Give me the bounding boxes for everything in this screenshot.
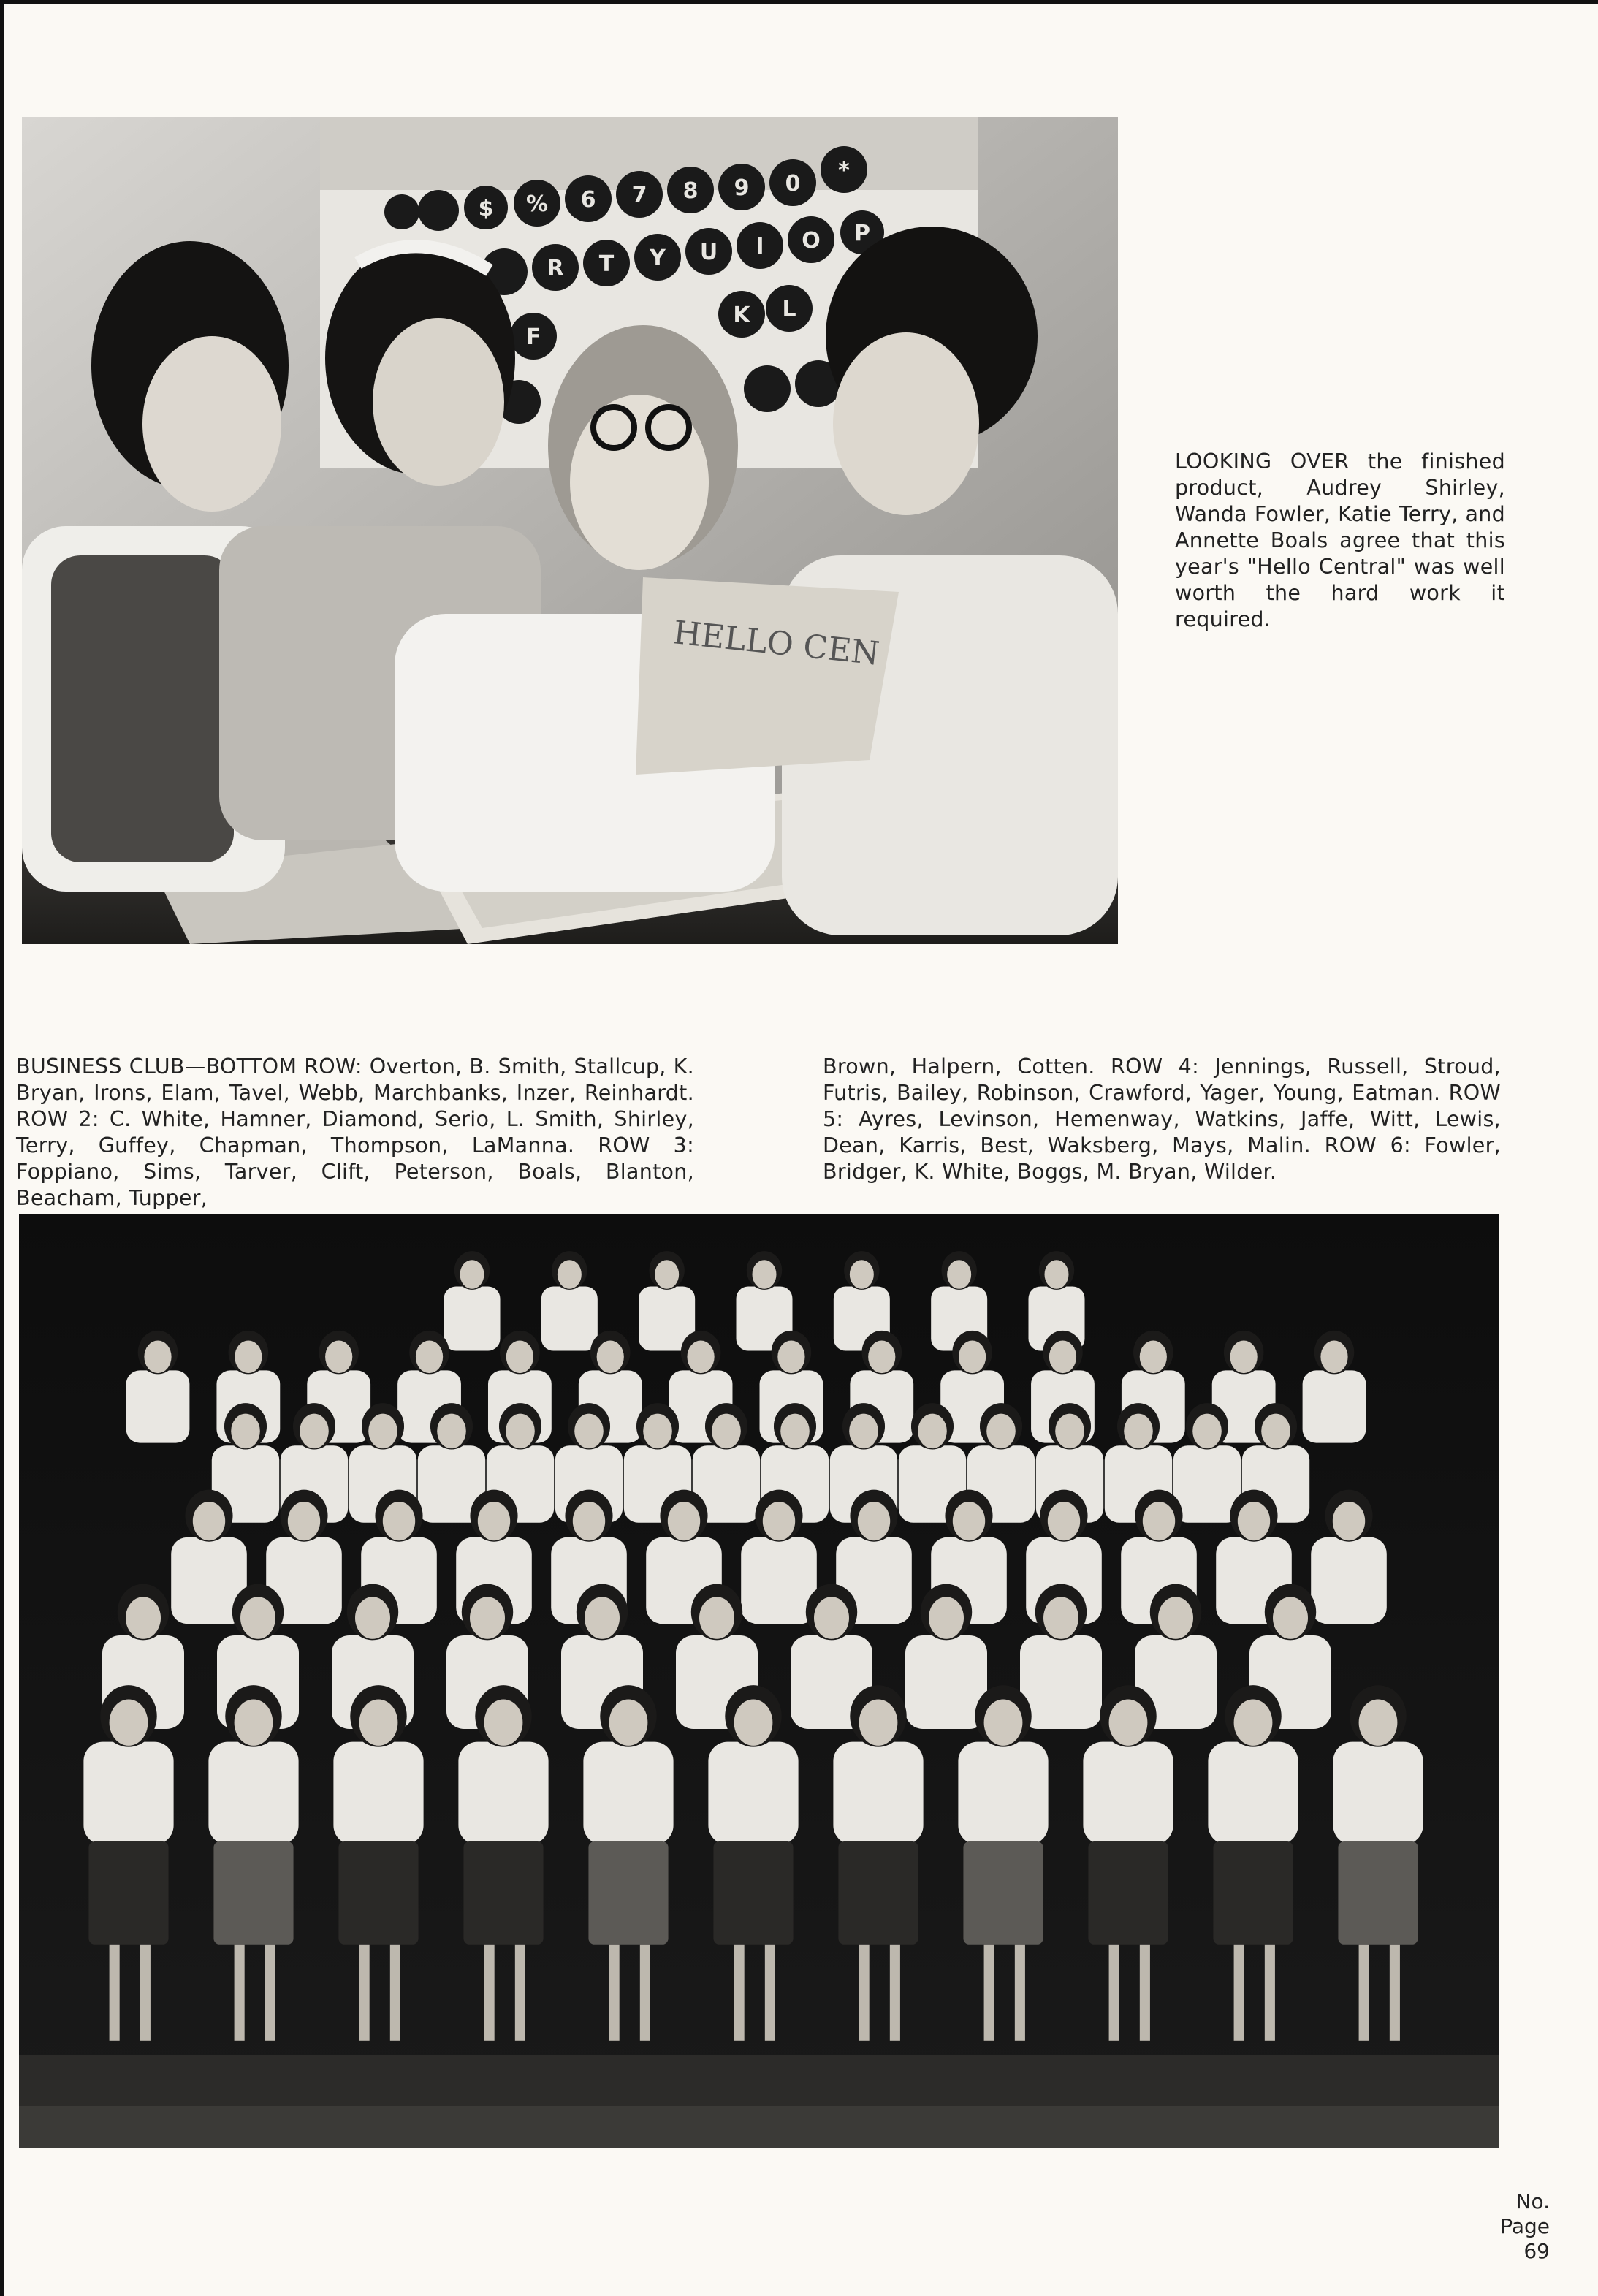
member-face xyxy=(814,1597,849,1639)
member-face xyxy=(574,1414,604,1449)
member-face xyxy=(300,1414,329,1449)
member-leg xyxy=(859,1945,870,2041)
member-blouse xyxy=(1020,1635,1102,1729)
member-face xyxy=(368,1414,397,1449)
member-face xyxy=(573,1502,605,1540)
member-face xyxy=(1261,1414,1290,1449)
member-leg xyxy=(359,1945,370,2041)
key-label: P xyxy=(854,221,870,246)
member-blouse xyxy=(458,1742,548,1845)
member-face xyxy=(1273,1597,1308,1639)
member-face xyxy=(110,1700,148,1746)
member-leg xyxy=(110,1945,120,2041)
member-face xyxy=(1158,1597,1193,1639)
key-label: F xyxy=(525,324,541,350)
member-leg xyxy=(890,1945,900,2041)
member-face xyxy=(1055,1414,1084,1449)
member-blouse xyxy=(741,1537,817,1624)
member-face xyxy=(753,1260,777,1289)
key-label: Y xyxy=(650,246,666,271)
member-skirt xyxy=(213,1841,293,1945)
member-face xyxy=(849,1414,878,1449)
page-number-value: 69 xyxy=(1523,2239,1550,2263)
member-face xyxy=(126,1597,161,1639)
member-face xyxy=(460,1260,484,1289)
key-label: T xyxy=(598,251,615,277)
key-label: 9 xyxy=(734,175,750,201)
member-face xyxy=(959,1340,986,1373)
member-face xyxy=(1238,1502,1270,1540)
member-face xyxy=(506,1340,533,1373)
member-face xyxy=(437,1414,466,1449)
key-label: K xyxy=(733,303,750,328)
member-face xyxy=(1043,1597,1078,1639)
member-face xyxy=(231,1414,260,1449)
member-blouse xyxy=(1311,1537,1387,1624)
photo-business-club-group xyxy=(19,1214,1499,2148)
member-leg xyxy=(734,1945,745,2041)
member-face xyxy=(655,1260,679,1289)
member-leg xyxy=(765,1945,775,2041)
member-leg xyxy=(484,1945,495,2041)
member-face xyxy=(383,1502,415,1540)
member-face xyxy=(1048,1502,1080,1540)
member-skirt xyxy=(838,1841,918,1945)
member-face xyxy=(1192,1414,1222,1449)
left-border xyxy=(0,0,4,2296)
member-leg xyxy=(390,1945,400,2041)
key-label: $ xyxy=(478,196,494,221)
member-face xyxy=(953,1502,985,1540)
member-face xyxy=(699,1597,734,1639)
member-face xyxy=(668,1502,700,1540)
key-label: 7 xyxy=(631,183,647,208)
member-leg xyxy=(1390,1945,1400,2041)
member-blouse xyxy=(208,1742,298,1845)
member-face xyxy=(558,1260,582,1289)
member-skirt xyxy=(588,1841,668,1945)
member-face xyxy=(478,1502,510,1540)
member-leg xyxy=(1234,1945,1244,2041)
member-face xyxy=(416,1340,443,1373)
member-face xyxy=(859,1700,898,1746)
member-blouse xyxy=(958,1742,1048,1845)
member-blouse xyxy=(1303,1370,1366,1442)
member-leg xyxy=(609,1945,620,2041)
member-face xyxy=(929,1597,964,1639)
caption-business-club-left: BUSINESS CLUB—BOTTOM ROW: Overton, B. Smith, Stallcup, K. Bryan, Irons, Elam, Tavel, Webb, Marchbanks, Inzer, Reinhardt. ROW 2: C. White, Hamner, Diamond, Serio, L. Smith, Shirley, Terry, Guffey, Chapman, Thompson, LaManna. ROW 3: Foppiano, Sims, Tarver, Clift, Peterson, Boals, Blanton, Beacham, Tupper, xyxy=(16,1054,694,1210)
member-blouse xyxy=(444,1287,501,1351)
member-leg xyxy=(515,1945,525,2041)
member-blouse xyxy=(708,1742,798,1845)
member-leg xyxy=(235,1945,245,2041)
member-skirt xyxy=(88,1841,168,1945)
member-face xyxy=(506,1414,535,1449)
member-blouse xyxy=(83,1742,173,1845)
member-face xyxy=(1230,1340,1258,1373)
page-number-word: Page xyxy=(1500,2214,1550,2238)
member-face xyxy=(984,1700,1023,1746)
member-face xyxy=(235,1700,273,1746)
member-face xyxy=(484,1700,523,1746)
member-leg xyxy=(1140,1945,1150,2041)
member-face xyxy=(850,1260,874,1289)
member-face xyxy=(325,1340,352,1373)
member-face xyxy=(1143,1502,1175,1540)
caption-looking-over: LOOKING OVER the finished product, Audrey Shirley, Wanda Fowler, Katie Terry, and Annette Boals agree that this year's "Hello Central" was well worth the hard work it required. xyxy=(1175,449,1505,631)
member-skirt xyxy=(1213,1841,1293,1945)
member-face xyxy=(1140,1340,1167,1373)
booklet-title: HELLO CEN xyxy=(671,614,881,673)
member-blouse xyxy=(583,1742,673,1845)
member-face xyxy=(240,1597,275,1639)
top-border xyxy=(0,0,1598,4)
photo-looking-over-booklet xyxy=(22,117,1118,944)
member-face xyxy=(1049,1340,1076,1373)
page-number-label: No. xyxy=(1515,2189,1550,2213)
member-face xyxy=(355,1597,390,1639)
member-face xyxy=(470,1597,505,1639)
member-face xyxy=(734,1700,773,1746)
member-skirt xyxy=(338,1841,418,1945)
member-face xyxy=(144,1340,171,1373)
member-blouse xyxy=(1333,1742,1423,1845)
member-face xyxy=(1109,1700,1148,1746)
member-skirt xyxy=(713,1841,793,1945)
member-face xyxy=(763,1502,795,1540)
member-face xyxy=(777,1340,804,1373)
caption-business-club-right: Brown, Halpern, Cotten. ROW 4: Jennings, Russell, Stroud, Futris, Bailey, Robinson, Crawford, Yager, Young, Eatman. ROW 5: Ayres, Levinson, Hemenway, Watkins, Jaffe, Witt, Lewis, Dean, Karris, Best, Waksberg, Mays, Malin. ROW 6: Fowler, Bridger, K. White, Boggs, M. Bryan, Wilder. xyxy=(823,1054,1501,1184)
member-face xyxy=(235,1340,262,1373)
member-face xyxy=(288,1502,320,1540)
member-blouse xyxy=(905,1635,987,1729)
member-skirt xyxy=(1088,1841,1168,1945)
member-face xyxy=(918,1414,947,1449)
key-label: I xyxy=(756,234,764,259)
member-leg xyxy=(1109,1945,1119,2041)
member-skirt xyxy=(463,1841,543,1945)
member-leg xyxy=(640,1945,650,2041)
member-leg xyxy=(265,1945,275,2041)
member-face xyxy=(1320,1340,1347,1373)
key-label: 8 xyxy=(682,178,699,204)
member-leg xyxy=(1015,1945,1025,2041)
member-face xyxy=(1234,1700,1273,1746)
member-blouse xyxy=(541,1287,598,1351)
key-label: % xyxy=(525,191,549,217)
member-face xyxy=(193,1502,225,1540)
key-label: L xyxy=(782,297,796,322)
key-label: O xyxy=(802,228,821,254)
member-blouse xyxy=(833,1742,923,1845)
member-face xyxy=(643,1414,672,1449)
member-face xyxy=(609,1700,648,1746)
member-face xyxy=(947,1260,971,1289)
key-label: U xyxy=(699,240,718,265)
member-face xyxy=(359,1700,398,1746)
member-face xyxy=(1333,1502,1365,1540)
key-label: R xyxy=(547,256,564,281)
member-face xyxy=(1359,1700,1398,1746)
page-number xyxy=(1500,2189,1550,2264)
member-face xyxy=(858,1502,890,1540)
key-label: * xyxy=(838,158,850,183)
key-label: 6 xyxy=(580,187,596,213)
key-label: 0 xyxy=(785,171,801,197)
member-skirt xyxy=(963,1841,1043,1945)
member-skirt xyxy=(1338,1841,1418,1945)
member-blouse xyxy=(1083,1742,1173,1845)
member-leg xyxy=(1359,1945,1369,2041)
member-face xyxy=(687,1340,714,1373)
member-face xyxy=(986,1414,1016,1449)
member-blouse xyxy=(333,1742,423,1845)
member-face xyxy=(780,1414,810,1449)
member-leg xyxy=(984,1945,994,2041)
member-face xyxy=(585,1597,620,1639)
member-face xyxy=(1045,1260,1069,1289)
member-face xyxy=(597,1340,624,1373)
member-face xyxy=(712,1414,741,1449)
member-leg xyxy=(140,1945,151,2041)
member-face xyxy=(1124,1414,1153,1449)
member-leg xyxy=(1265,1945,1275,2041)
member-blouse xyxy=(126,1370,190,1442)
member-face xyxy=(868,1340,895,1373)
member-blouse xyxy=(1208,1742,1298,1845)
